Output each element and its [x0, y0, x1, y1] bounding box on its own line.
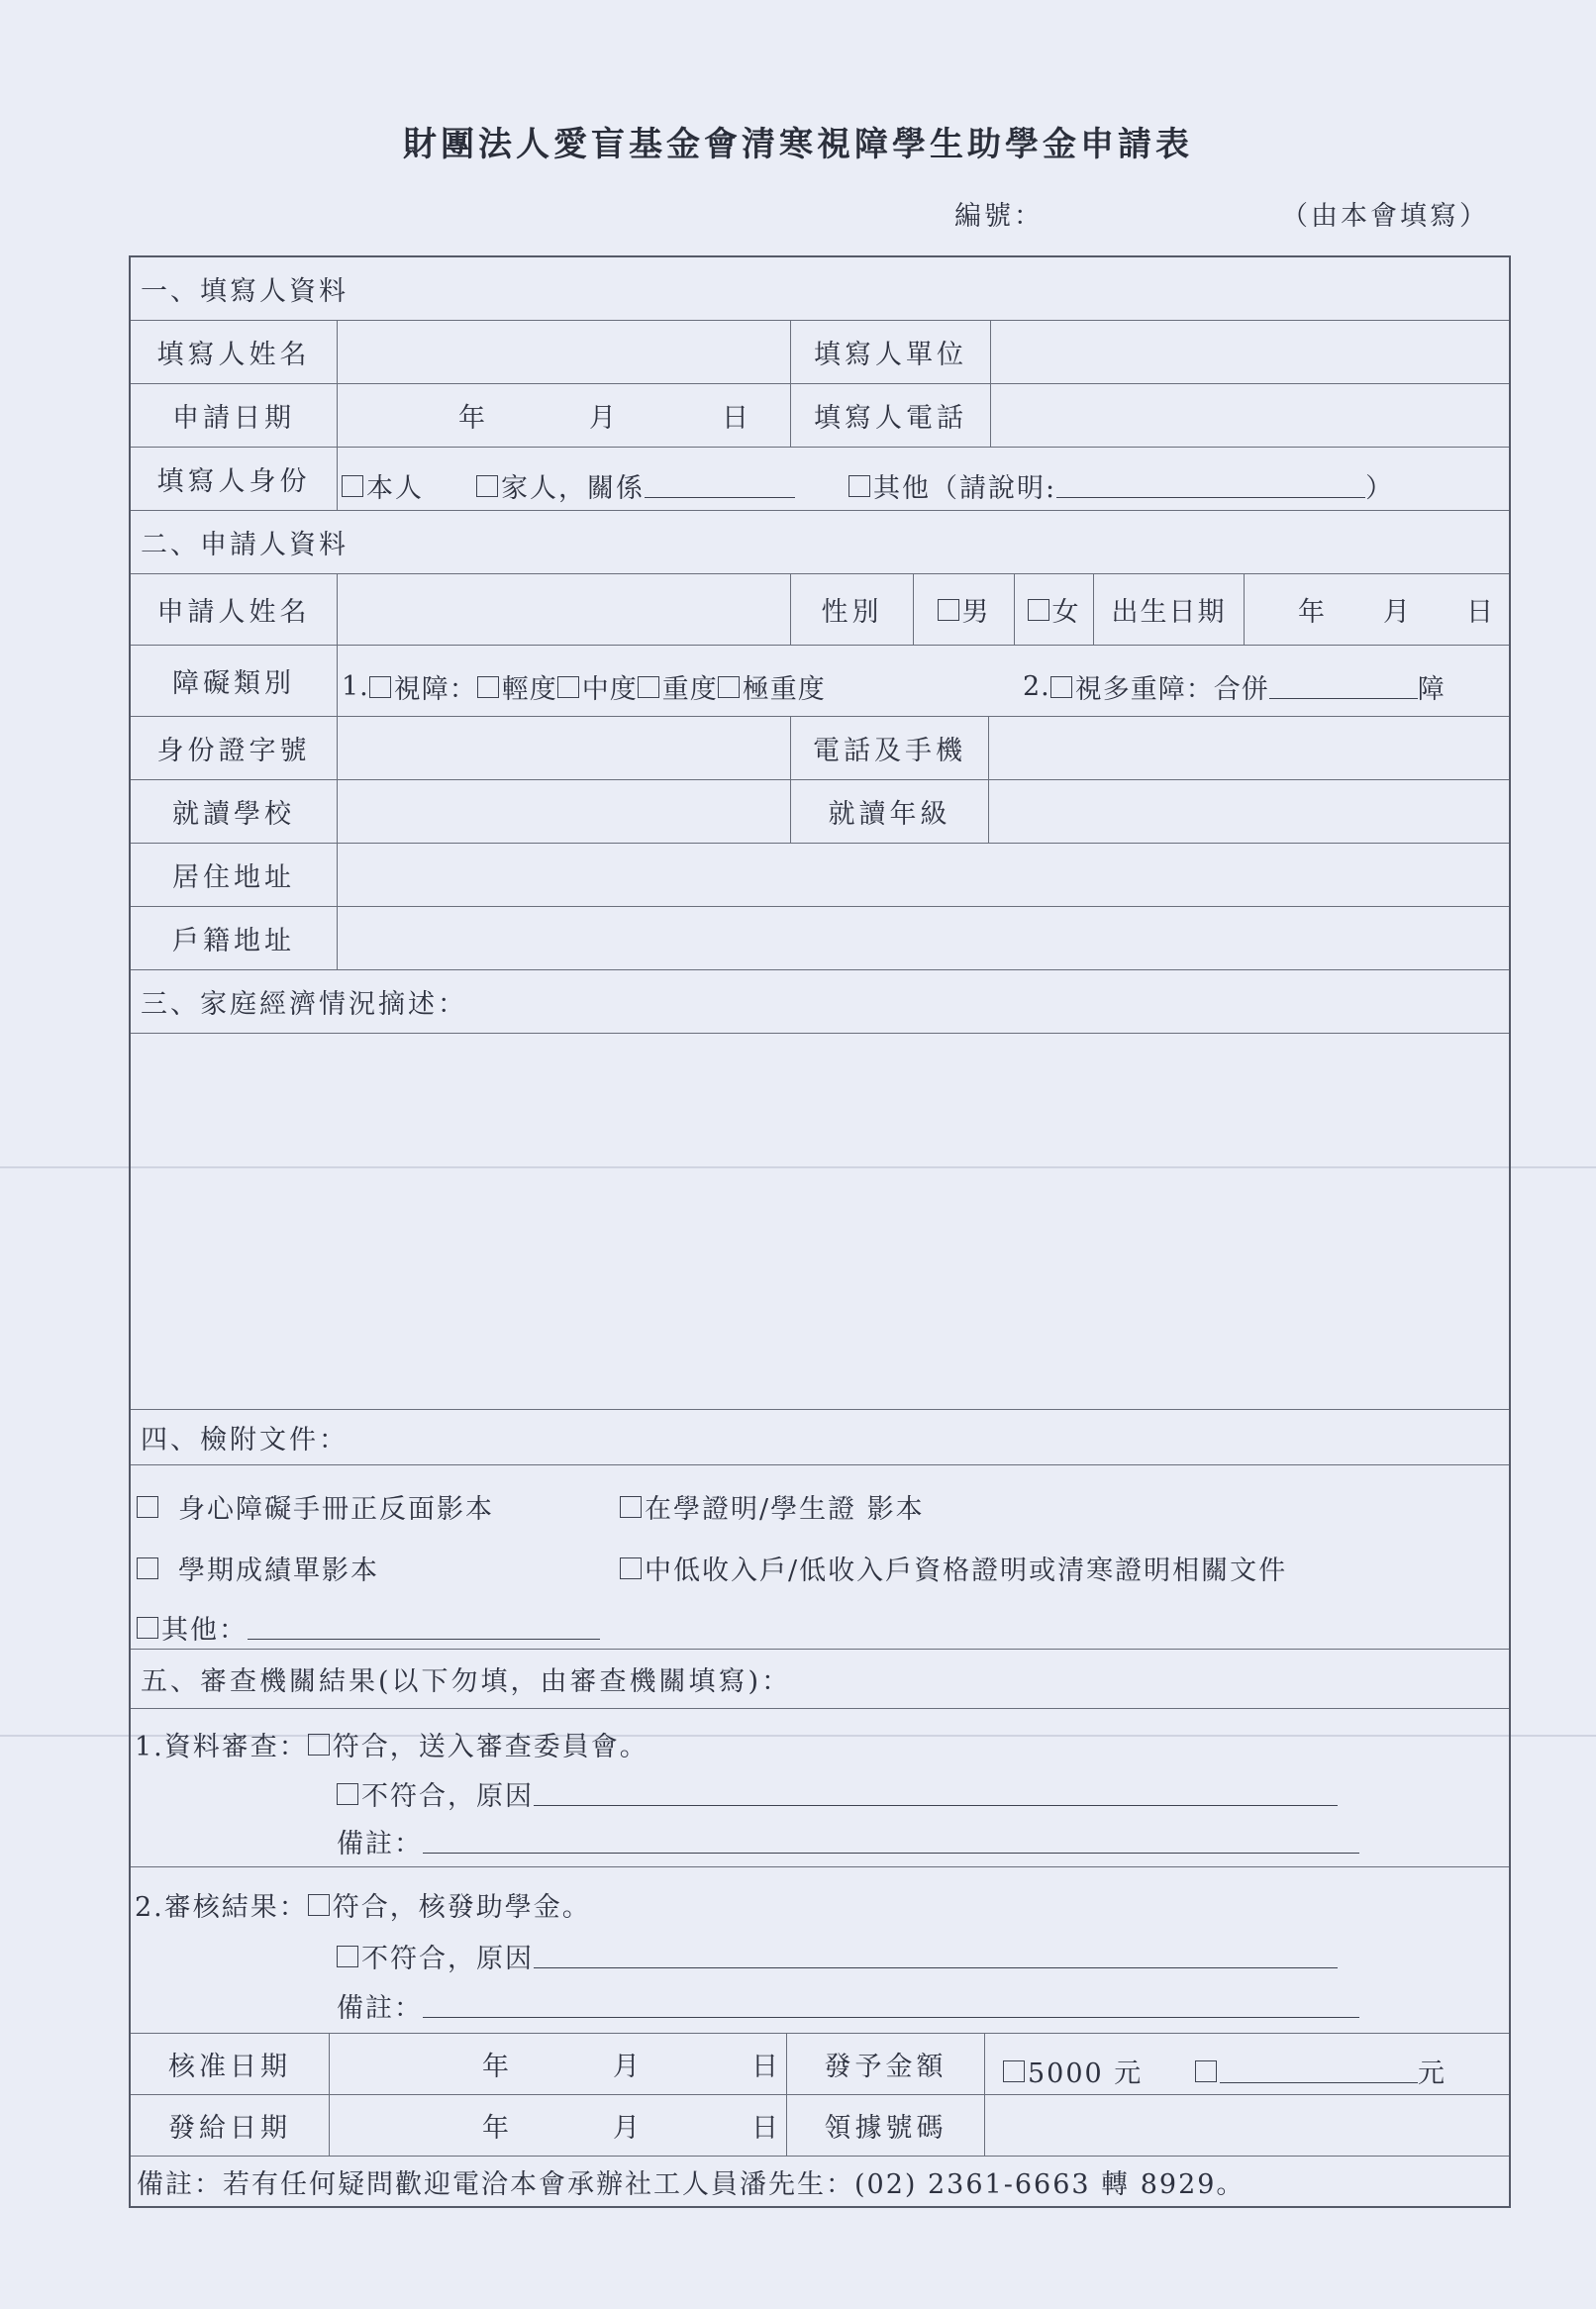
grade-field[interactable]	[988, 780, 1509, 843]
female-label: 女	[1051, 597, 1081, 628]
filler-unit-field[interactable]	[990, 321, 1509, 383]
relationship-blank[interactable]	[645, 473, 795, 498]
multiple-disability-label: 視多重障：合併	[1074, 674, 1269, 705]
profound-label: 極重度	[742, 674, 826, 705]
severe-label: 重度	[661, 674, 718, 705]
enrollment-proof-checkbox[interactable]	[620, 1496, 642, 1518]
review-remark-label: 備註：	[337, 1829, 423, 1859]
grade-label: 就讀年級	[790, 780, 988, 843]
disability-handbook-label: 身心障礙手冊正反面影本	[178, 1494, 494, 1525]
review-fail-label: 不符合，原因	[361, 1781, 534, 1812]
disability-suffix: 障	[1417, 674, 1446, 705]
approval-date-field[interactable]	[329, 2034, 786, 2094]
id-number-row	[131, 717, 1509, 780]
result-fail-checkbox[interactable]	[337, 1946, 358, 1967]
section2-heading-row	[131, 511, 1509, 574]
audit-result-area	[131, 1867, 1509, 2034]
profound-checkbox[interactable]	[718, 676, 740, 698]
filler-unit-label: 填寫人單位	[790, 321, 990, 383]
amount-custom-blank[interactable]	[1220, 2058, 1418, 2083]
section3-heading: 三、家庭經濟情況摘述：	[141, 989, 467, 1020]
low-income-proof-checkbox[interactable]	[620, 1557, 642, 1579]
section5-heading: 五、審查機關結果(以下勿填，由審查機關填寫)：	[141, 1666, 792, 1697]
residence-row	[131, 844, 1509, 907]
month-unit: 月	[613, 2052, 640, 2082]
day-unit: 日	[751, 2052, 778, 2082]
moderate-label: 中度	[581, 674, 638, 705]
amount-options	[984, 2034, 1509, 2094]
section1-heading-row	[131, 257, 1509, 321]
receipt-number-label: 領據號碼	[786, 2095, 984, 2156]
year-unit: 年	[482, 2052, 509, 2082]
issue-date-field[interactable]	[329, 2095, 786, 2156]
option1-prefix: 1.	[342, 671, 369, 702]
apply-date-field[interactable]	[337, 384, 790, 447]
issue-date-row	[131, 2095, 1509, 2157]
review-remark-blank[interactable]	[423, 1829, 1359, 1854]
phone-mobile-label: 電話及手機	[790, 717, 988, 779]
household-field[interactable]	[337, 907, 1509, 969]
apply-date-row	[131, 384, 1509, 448]
year-unit: 年	[1298, 597, 1325, 628]
male-label: 男	[961, 597, 991, 628]
year-unit: 年	[458, 403, 485, 434]
approval-date-row	[131, 2034, 1509, 2095]
approval-date-label: 核准日期	[168, 2052, 291, 2082]
id-number-label: 身份證字號	[156, 736, 311, 766]
applicant-name-field[interactable]	[337, 574, 790, 645]
result-remark-label: 備註：	[337, 1993, 423, 2024]
economic-description-area[interactable]	[131, 1034, 1509, 1410]
form-title: 財團法人愛盲基金會清寒視障學生助學金申請表	[403, 125, 1193, 164]
review-fail-reason-blank[interactable]	[534, 1781, 1338, 1806]
visual-impairment-checkbox[interactable]	[369, 676, 391, 698]
female-option	[1014, 574, 1093, 645]
footer-row	[131, 2157, 1509, 2206]
low-income-proof-label: 中低收入戶/低收入戶資格證明或清寒證明相關文件	[645, 1556, 1288, 1586]
application-form-table	[129, 255, 1511, 2208]
result-fail-reason-blank[interactable]	[534, 1944, 1338, 1968]
section1-heading: 一、填寫人資料	[141, 276, 349, 307]
audit-result-label: 2.審核結果：	[135, 1892, 308, 1923]
data-review-label: 1.資料審查：	[135, 1732, 308, 1762]
amount-custom-checkbox[interactable]	[1195, 2060, 1217, 2082]
female-checkbox[interactable]	[1028, 599, 1049, 621]
filler-name-row	[131, 321, 1509, 384]
household-row	[131, 907, 1509, 970]
close-paren: ）	[1365, 473, 1395, 504]
disability-type-options	[337, 646, 1509, 716]
male-checkbox[interactable]	[938, 599, 959, 621]
day-unit: 日	[722, 403, 748, 434]
result-remark-blank[interactable]	[423, 1993, 1359, 2018]
disability-type-label: 障礙類別	[172, 668, 295, 699]
school-row	[131, 780, 1509, 844]
result-pass-label: 符合，核發助學金。	[332, 1892, 591, 1923]
moderate-checkbox[interactable]	[557, 676, 579, 698]
residence-label: 居住地址	[172, 862, 295, 893]
filler-identity-label: 填寫人身份	[156, 466, 311, 497]
month-unit: 月	[589, 403, 616, 434]
mild-checkbox[interactable]	[477, 676, 499, 698]
other-identity-blank[interactable]	[1056, 473, 1365, 498]
filler-identity-row	[131, 448, 1509, 511]
section4-heading-row	[131, 1410, 1509, 1465]
severe-checkbox[interactable]	[638, 676, 659, 698]
other-identity-label: 其他（請說明:	[873, 473, 1057, 504]
enrollment-proof-label: 在學證明/學生證 影本	[645, 1494, 925, 1525]
other-document-label: 其他：	[161, 1615, 248, 1646]
filler-name-field[interactable]	[337, 321, 790, 383]
filler-phone-field[interactable]	[990, 384, 1509, 447]
gender-label: 性別	[790, 574, 913, 645]
id-number-field[interactable]	[337, 717, 790, 779]
male-option	[913, 574, 1014, 645]
household-label: 戶籍地址	[172, 926, 295, 956]
filler-name-label: 填寫人姓名	[156, 340, 311, 370]
transcript-checkbox[interactable]	[137, 1557, 158, 1579]
review-fail-checkbox[interactable]	[337, 1783, 358, 1805]
year-unit: 年	[482, 2113, 509, 2144]
receipt-number-field[interactable]	[984, 2095, 1509, 2156]
apply-date-label: 申請日期	[172, 403, 295, 434]
self-option-label: 本人	[366, 473, 424, 504]
section4-heading: 四、檢附文件：	[141, 1425, 349, 1456]
applicant-name-row	[131, 574, 1509, 646]
applicant-name-label: 申請人姓名	[156, 597, 311, 628]
school-field[interactable]	[337, 780, 790, 843]
filler-phone-label: 填寫人電話	[790, 384, 990, 447]
phone-mobile-field[interactable]	[988, 717, 1509, 779]
amount-5000-label: 5000 元	[1028, 2058, 1144, 2089]
multiple-disability-checkbox[interactable]	[1050, 676, 1072, 698]
mild-label: 輕度	[501, 674, 557, 705]
other-identity-checkbox[interactable]	[848, 475, 870, 497]
self-checkbox[interactable]	[342, 475, 363, 497]
school-label: 就讀學校	[172, 799, 295, 830]
amount-unit-label: 元	[1418, 2058, 1446, 2089]
day-unit: 日	[1466, 597, 1493, 628]
disability-handbook-checkbox[interactable]	[137, 1496, 158, 1518]
serial-number-label: 編號：	[954, 201, 1044, 232]
combined-disability-blank[interactable]	[1269, 674, 1418, 699]
residence-field[interactable]	[337, 844, 1509, 906]
section3-heading-row	[131, 970, 1509, 1034]
day-unit: 日	[751, 2113, 778, 2144]
section5-heading-row	[131, 1650, 1509, 1709]
family-checkbox[interactable]	[476, 475, 498, 497]
birth-date-label: 出生日期	[1093, 574, 1244, 645]
review-pass-checkbox[interactable]	[308, 1734, 330, 1756]
footer-note: 備註：若有任何疑問歡迎電洽本會承辦社工人員潘先生：(02) 2361-6663 轉 8929。	[137, 2168, 1246, 2200]
serial-number-note: （由本會填寫）	[1281, 201, 1489, 232]
transcript-label: 學期成績單影本	[178, 1556, 379, 1586]
amount-label: 發予金額	[786, 2034, 984, 2094]
result-fail-label: 不符合，原因	[361, 1944, 534, 1974]
amount-5000-checkbox[interactable]	[1003, 2060, 1025, 2082]
filler-identity-options	[337, 448, 1509, 510]
option2-prefix: 2.	[1023, 671, 1050, 702]
visual-impairment-label: 視障：	[393, 674, 477, 705]
month-unit: 月	[613, 2113, 640, 2144]
data-review-area	[131, 1709, 1509, 1867]
issue-date-label: 發給日期	[168, 2113, 291, 2144]
other-document-checkbox[interactable]	[137, 1617, 158, 1639]
birth-date-field[interactable]	[1244, 574, 1509, 645]
disability-type-row	[131, 646, 1509, 717]
review-pass-label: 符合，送入審查委員會。	[332, 1732, 648, 1762]
month-unit: 月	[1383, 597, 1410, 628]
other-document-blank[interactable]	[248, 1615, 600, 1640]
attached-documents-area	[131, 1465, 1509, 1650]
section2-heading: 二、申請人資料	[141, 530, 349, 560]
family-option-label: 家人，關係	[501, 473, 645, 504]
result-pass-checkbox[interactable]	[308, 1894, 330, 1916]
